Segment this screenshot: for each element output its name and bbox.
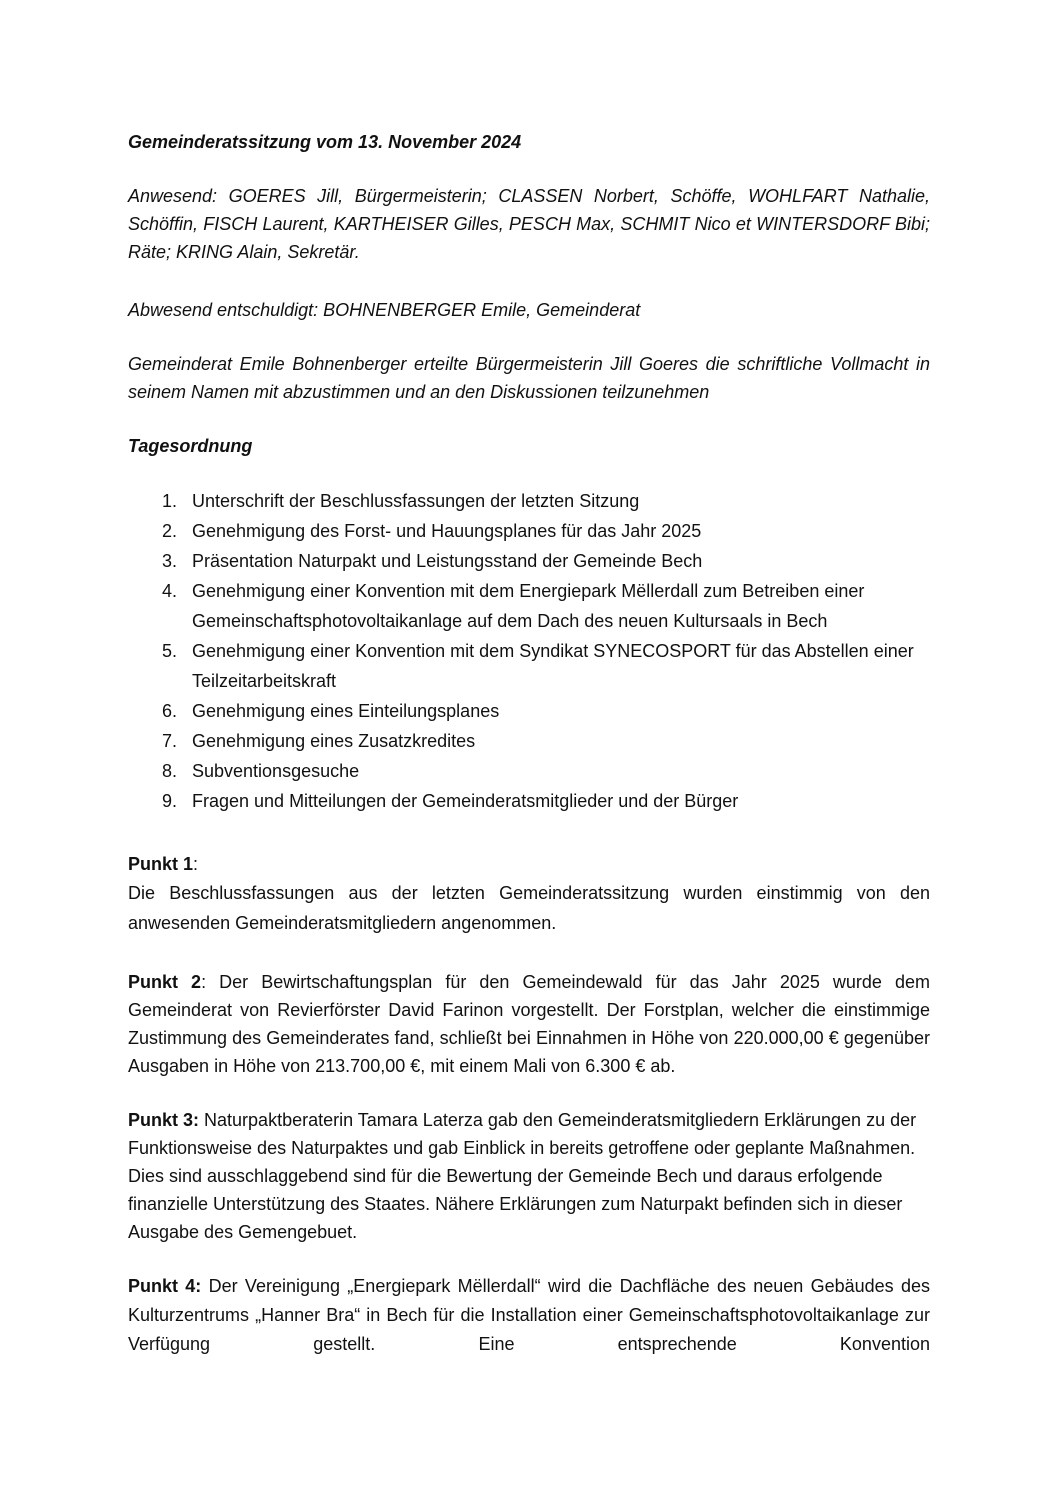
- document-content: [128, 128, 930, 1359]
- agenda-item-number: 3.: [162, 551, 178, 571]
- agenda-item: [128, 576, 930, 636]
- point-label: Punkt 3:: [128, 1110, 200, 1130]
- point-1: [128, 850, 930, 938]
- point-1-text: Die Beschlussfassungen aus der letzten Gemeinderatssitzung wurden einstimmig von den anwesenden Gemeinderatsmitgliedern angenommen.: [128, 883, 930, 933]
- agenda-item-text: Genehmigung des Forst- und Hauungsplanes für das Jahr 2025: [192, 521, 702, 541]
- agenda-item-number: 4.: [162, 581, 178, 601]
- point-separator: :: [193, 854, 199, 874]
- point-text: Naturpaktberaterin Tamara Laterza gab den Gemeinderatsmitgliedern Erklärungen zu der Funktionsweise des Naturpaktes und gab Einblick in bereits getroffene oder geplante Maßnahmen. Dies sind ausschlaggebend sind für die Bewertung der Gemeinde Bech und daraus erfolgende finanzielle Unterstützung des Staates. Nähere Erklärungen zum Naturpakt befinden sich in dieser Ausgabe des Gemengebuet.: [128, 1110, 917, 1242]
- point-label: Punkt 4:: [128, 1276, 202, 1296]
- agenda-item-number: 5.: [162, 641, 178, 661]
- agenda-item-number: 6.: [162, 701, 178, 721]
- attendance-present: Anwesend: GOERES Jill, Bürgermeisterin; CLASSEN Norbert, Schöffe, WOHLFART Nathalie, Schöffin, FISCH Laurent, KARTHEISER Gilles, PESCH Max, SCHMIT Nico et WINTERSDORF Bibi; Räte; KRING Alain, Sekretär.: [128, 186, 930, 262]
- agenda-item-number: 7.: [162, 731, 178, 751]
- point-1-heading: [128, 850, 930, 878]
- agenda-item-text: Genehmigung einer Konvention mit dem Energiepark Mëllerdall zum Betreiben einer Gemeinschaftsphotovoltaikanlage auf dem Dach des neuen Kultursaals in Bech: [192, 581, 865, 631]
- page-title: Gemeinderatssitzung vom 13. November 2024: [128, 132, 522, 152]
- agenda-item: [128, 546, 930, 576]
- point-label: Punkt 1: [128, 854, 194, 874]
- proxy-statement: Gemeinderat Emile Bohnenberger erteilte Bürgermeisterin Jill Goeres die schriftliche Vollmacht in seinem Namen mit abzustimmen und an den Diskussionen teilzunehmen: [128, 354, 930, 402]
- point-2: [128, 968, 930, 1080]
- agenda-item: [128, 726, 930, 756]
- agenda-item-text: Fragen und Mitteilungen der Gemeinderatsmitglieder und der Bürger: [192, 791, 739, 811]
- agenda-item-text: Genehmigung eines Einteilungsplanes: [192, 701, 500, 721]
- point-separator: :: [201, 972, 220, 992]
- agenda-item-number: 1.: [162, 491, 178, 511]
- agenda-item: [128, 516, 930, 546]
- point-text: Der Vereinigung „Energiepark Mëllerdall“ wird die Dachfläche des neuen Gebäudes des Kulturzentrums „Hanner Bra“ in Bech für die Installation einer Gemeinschaftsphotovoltaikanlage zur Verfügung gestellt. Eine entsprechende Konvention: [128, 1276, 930, 1354]
- point-3: [128, 1106, 930, 1246]
- agenda-item-text: Unterschrift der Beschlussfassungen der letzten Sitzung: [192, 491, 640, 511]
- agenda-list: [128, 486, 930, 816]
- point-separator: [201, 1276, 208, 1296]
- agenda-item-text: Subventionsgesuche: [192, 761, 360, 781]
- agenda-item-number: 2.: [162, 521, 178, 541]
- agenda-item: [128, 636, 930, 696]
- attendance-absent: Abwesend entschuldigt: BOHNENBERGER Emile, Gemeinderat: [128, 300, 641, 320]
- agenda-item: [128, 756, 930, 786]
- agenda-item-number: 9.: [162, 791, 178, 811]
- agenda-item-text: Genehmigung eines Zusatzkredites: [192, 731, 476, 751]
- agenda-item-text: Präsentation Naturpakt und Leistungsstand der Gemeinde Bech: [192, 551, 703, 571]
- agenda-item: [128, 786, 930, 816]
- point-text: Der Bewirtschaftungsplan für den Gemeindewald für das Jahr 2025 wurde dem Gemeinderat von Revierförster David Farinon vorgestellt. Der Forstplan, welcher die einstimmige Zustimmung des Gemeinderates fand, schließt bei Einnahmen in Höhe von 220.000,00 € gegenüber Ausgaben in Höhe von 213.700,00 €, mit einem Mali von 6.300 € ab.: [128, 972, 931, 1076]
- agenda-item: [128, 486, 930, 516]
- point-label: Punkt 2: [128, 972, 202, 992]
- agenda-item: [128, 696, 930, 726]
- agenda-item-text: Genehmigung einer Konvention mit dem Syndikat SYNECOSPORT für das Abstellen einer Teilzeitarbeitskraft: [192, 641, 914, 691]
- agenda-item-number: 8.: [162, 761, 178, 781]
- point-4: [128, 1272, 930, 1359]
- agenda-heading: Tagesordnung: [128, 436, 253, 456]
